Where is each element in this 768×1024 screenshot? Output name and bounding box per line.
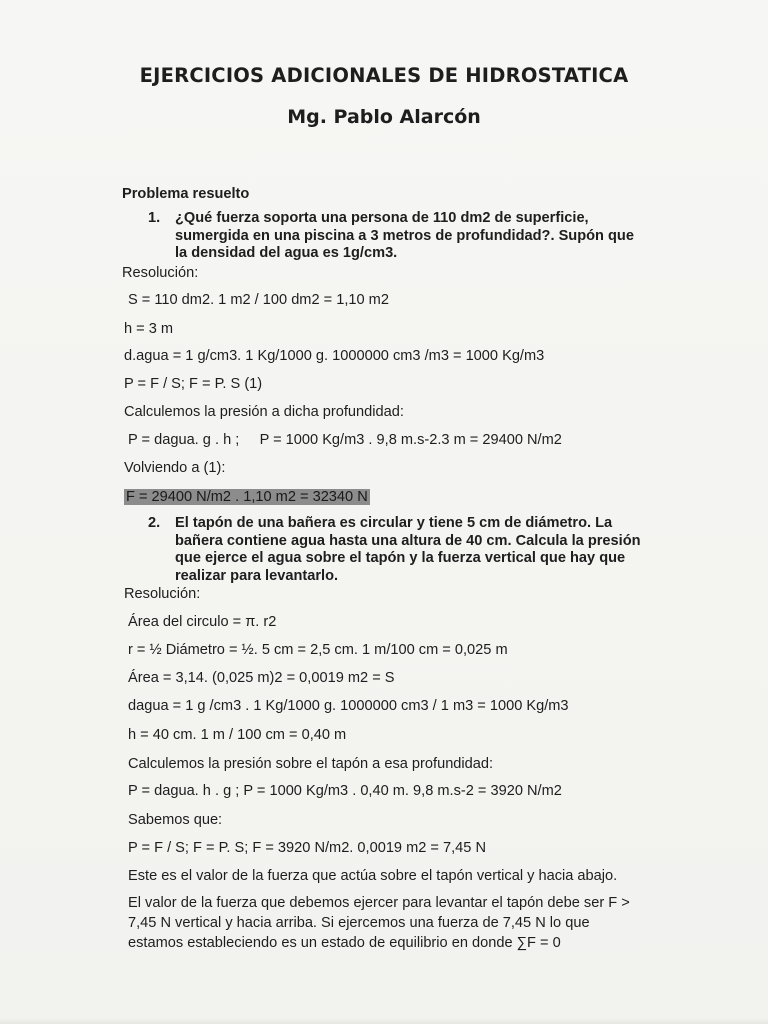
problem-2-line: bañera contiene agua hasta una altura de 40 cm. Calcula la presión (175, 532, 641, 549)
resolution-1-line: d.agua = 1 g/cm3. 1 Kg/1000 g. 1000000 cm3 /m3 = 1000 Kg/m3 (124, 348, 545, 364)
resolution-1-line: Volviendo a (1): (124, 460, 226, 476)
resolution-2-line: Calculemos la presión sobre el tapón a esa profundidad: (128, 756, 494, 772)
resolution-2-label: Resolución: (124, 586, 201, 602)
problem-2-number: 2. (148, 515, 161, 531)
resolution-1-line: h = 3 m (124, 321, 174, 337)
author-name: Mg. Pablo Alarcón (287, 106, 481, 128)
resolution-1-result (124, 489, 370, 505)
resolution-2-line: El valor de la fuerza que debemos ejercer para levantar el tapón debe ser F > (128, 895, 630, 911)
resolution-2-line: Área = 3,14. (0,025 m)2 = 0,0019 m2 = S (128, 670, 395, 686)
resolution-2-line: Área del circulo = π. r2 (128, 614, 277, 630)
resolution-1-line: P = dagua. g . h ; P = 1000 Kg/m3 . 9,8 m.s-2.3 m = 29400 N/m2 (128, 432, 562, 448)
problem-1-number: 1. (148, 210, 161, 226)
resolution-1-label: Resolución: (122, 265, 199, 281)
problem-2-line: El tapón de una bañera es circular y tiene 5 cm de diámetro. La (175, 515, 613, 531)
page-edge-shadow (0, 1018, 768, 1024)
highlighted-result: F = 29400 N/m2 . 1,10 m2 = 32340 N (126, 489, 368, 505)
resolution-2-line: h = 40 cm. 1 m / 100 cm = 0,40 m (128, 727, 347, 743)
problem-1-line: la densidad del agua es 1g/cm3. (175, 245, 398, 261)
problem-2 (148, 515, 675, 585)
problem-2-line: que ejerce el agua sobre el tapón y la fuerza vertical que hay que (175, 550, 626, 566)
resolution-2-line: 7,45 N vertical y hacia arriba. Si ejercemos una fuerza de 7,45 N lo que (128, 915, 590, 931)
problem-1 (148, 210, 675, 263)
problem-1-line: ¿Qué fuerza soporta una persona de 110 dm2 de superficie, (175, 210, 589, 226)
problem-2-line: realizar para levantarlo. (175, 567, 339, 584)
resolution-2-line: r = ½ Diámetro = ½. 5 cm = 2,5 cm. 1 m/100 cm = 0,025 m (128, 642, 508, 658)
resolution-2-line: estamos estableciendo es un estado de equilibrio en donde ∑F = 0 (128, 935, 561, 951)
resolution-2-line: dagua = 1 g /cm3 . 1 Kg/1000 g. 1000000 cm3 / 1 m3 = 1000 Kg/m3 (128, 698, 569, 714)
resolution-2-line: Este es el valor de la fuerza que actúa sobre el tapón vertical y hacia abajo. (128, 868, 618, 884)
resolution-1-line: Calculemos la presión a dicha profundidad: (124, 404, 404, 420)
section-label: Problema resuelto (122, 186, 250, 202)
resolution-2-line: P = F / S; F = P. S; F = 3920 N/m2. 0,0019 m2 = 7,45 N (128, 840, 487, 856)
resolution-2-line: Sabemos que: (128, 812, 223, 828)
document-title: EJERCICIOS ADICIONALES DE HIDROSTATICA (139, 64, 629, 87)
resolution-2-line: P = dagua. h . g ; P = 1000 Kg/m3 . 0,40 m. 9,8 m.s-2 = 3920 N/m2 (128, 783, 562, 799)
problem-1-line: sumergida en una piscina a 3 metros de profundidad?. Supón que (175, 227, 634, 244)
resolution-1-line: S = 110 dm2. 1 m2 / 100 dm2 = 1,10 m2 (128, 292, 389, 308)
resolution-1-line: P = F / S; F = P. S (1) (124, 376, 263, 392)
